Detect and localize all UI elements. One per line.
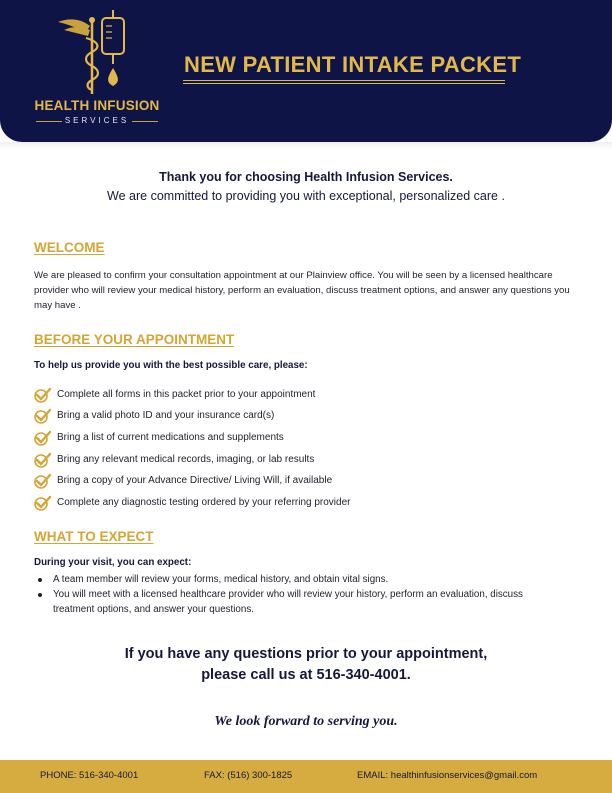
title-underline	[183, 80, 505, 84]
before-appointment-lead: To help us provide you with the best possible care, please:	[34, 360, 308, 371]
checklist-item-label: Bring any relevant medical records, imaging, or lab results	[57, 454, 315, 465]
checkmark-icon	[34, 452, 52, 468]
checklist-item-label: Bring a list of current medications and supplements	[57, 432, 284, 443]
questions-line-1: If you have any questions prior to your appointment,	[124, 646, 488, 662]
checkmark-icon	[34, 387, 52, 403]
logo-subtitle: SERVICES	[64, 116, 130, 125]
list-item	[38, 588, 558, 618]
questions-line-2: please call us at 516-340-4001.	[201, 667, 411, 683]
checklist-item	[34, 408, 574, 424]
commitment-line: We are committed to providing you with exceptional, personalized care .	[107, 189, 505, 203]
list-item-text: A team member will review your forms, medical history, and obtain vital signs.	[53, 574, 389, 585]
logo-rule-right	[132, 121, 158, 122]
checklist-item	[34, 495, 574, 511]
checklist-item-label: Bring a valid photo ID and your insurance card(s)	[57, 410, 275, 421]
welcome-text: We are pleased to confirm your consultation appointment at our Plainview office. You will be seen by a licensed healthcare provider who will review your medical history, perform an evaluation, discuss treatment options, and answer any questions you may have .	[34, 270, 570, 311]
company-logo	[22, 8, 172, 128]
header-shadow	[0, 142, 612, 150]
checklist-item-label: Complete any diagnostic testing ordered by your referring provider	[57, 497, 351, 508]
bullet-icon	[38, 593, 42, 597]
list-item-text: You will meet with a licensed healthcare provider who will review your history, perform an evaluation, discuss treatment options, and answer your questions.	[53, 589, 523, 615]
checklist-item	[34, 430, 574, 446]
footer-bar	[0, 760, 612, 793]
header-banner	[0, 0, 612, 142]
checkmark-icon	[34, 408, 52, 424]
list-item	[38, 573, 558, 588]
checklist-item	[34, 387, 574, 403]
what-to-expect-heading: WHAT TO EXPECT	[34, 529, 154, 544]
checkmark-icon	[34, 430, 52, 446]
checklist-item-label: Complete all forms in this packet prior to your appointment	[57, 389, 316, 400]
footer-fax: FAX: (516) 300-1825	[204, 770, 293, 781]
checkmark-icon	[34, 473, 52, 489]
bullet-icon	[38, 578, 42, 582]
footer-phone: PHONE: 516-340-4001	[40, 770, 139, 781]
what-to-expect-lead: During your visit, you can expect:	[34, 557, 192, 568]
footer-email: EMAIL: healthinfusionservices@gmail.com	[357, 770, 538, 781]
thank-you-line: Thank you for choosing Health Infusion Services.	[159, 170, 453, 184]
checklist-item	[34, 473, 574, 489]
checklist-item-label: Bring a copy of your Advance Directive/ Living Will, if available	[57, 475, 333, 486]
page-title: NEW PATIENT INTAKE PACKET	[184, 52, 522, 77]
checklist-item	[34, 452, 574, 468]
logo-wordmark: HEALTH INFUSION	[34, 98, 160, 113]
welcome-heading: WELCOME	[34, 240, 105, 255]
questions-callout	[0, 644, 612, 686]
checkmark-icon	[34, 495, 52, 511]
caduceus-iv-bag-icon	[52, 8, 142, 98]
closing-line: We look forward to serving you.	[214, 714, 398, 729]
before-appointment-heading: BEFORE YOUR APPOINTMENT	[34, 332, 235, 347]
